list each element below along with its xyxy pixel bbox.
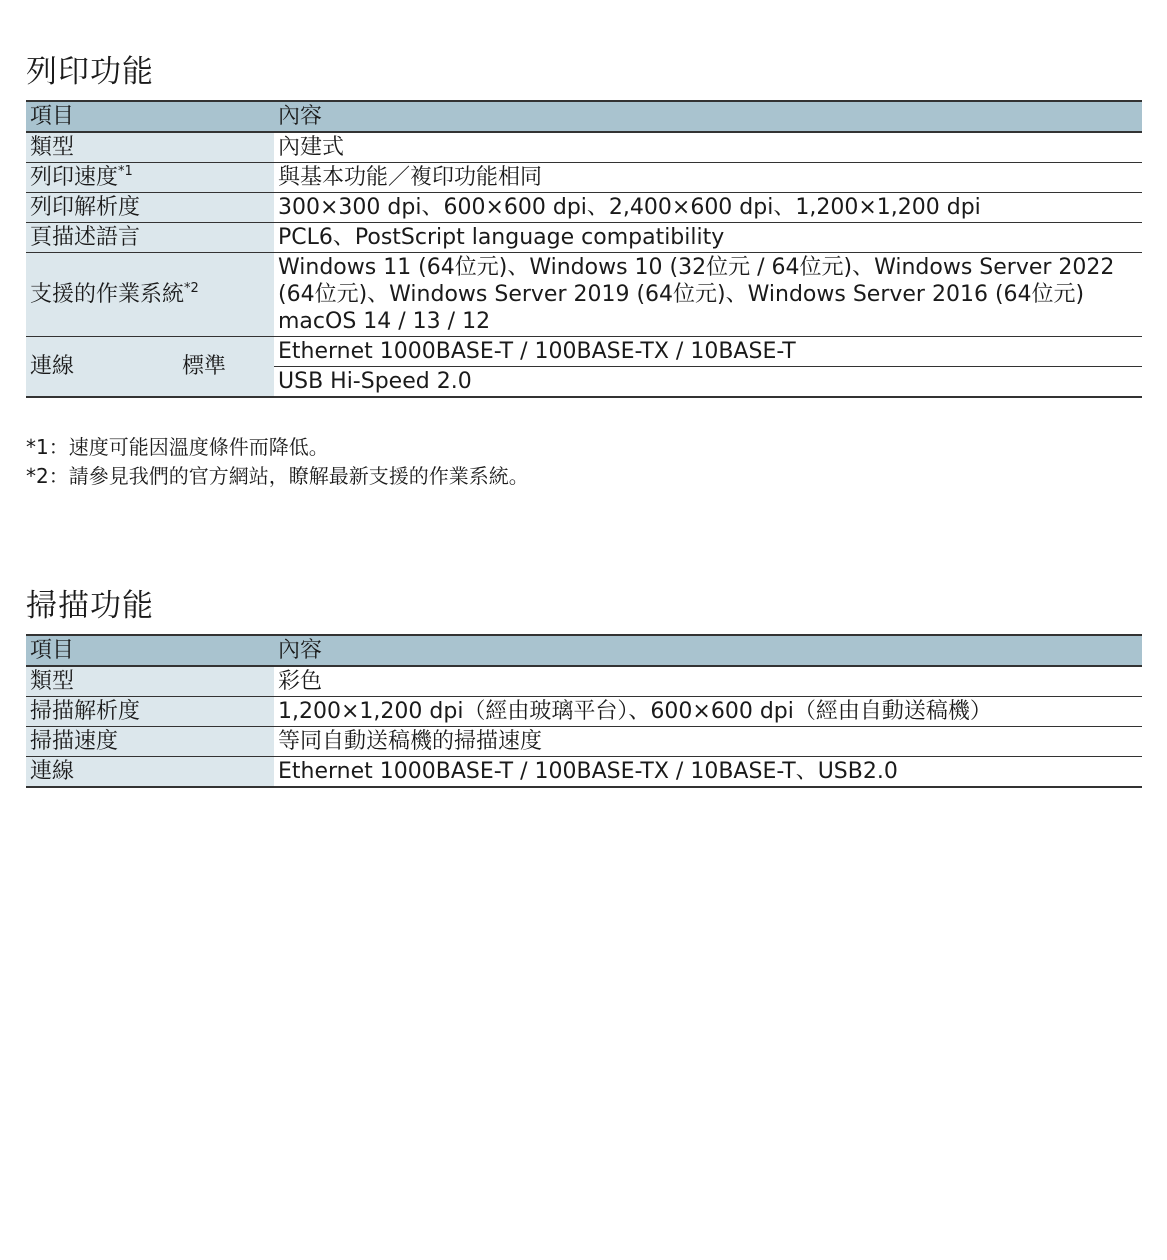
row-label-scan-speed: 掃描速度 — [26, 727, 274, 757]
row-label-scan-resolution: 掃描解析度 — [26, 697, 274, 727]
header-item: 項目 — [30, 638, 75, 663]
table-row — [26, 253, 1142, 337]
table-header-row — [26, 101, 1142, 132]
print-section-title: 列印功能 — [26, 54, 154, 90]
table-row — [26, 223, 1142, 253]
footnote-ref-2: *2 — [184, 281, 199, 296]
connection-label: 連線 — [30, 354, 75, 379]
row-value-ethernet: Ethernet 1000BASE-T / 100BASE-TX / 10BASE-T — [274, 337, 1142, 367]
row-value-usb: USB Hi-Speed 2.0 — [274, 367, 1142, 398]
table-row — [26, 666, 1142, 697]
header-content: 內容 — [278, 104, 323, 129]
os-windows-list: Windows 11 (64位元)、Windows 10 (32位元 / 64位元)、Windows Server 2022 (64位元)、Windows Server 2019 (64位元)、Windows Server 2016 (64位元) — [278, 255, 1115, 307]
table-row — [26, 757, 1142, 788]
row-value-scan-connection: Ethernet 1000BASE-T / 100BASE-TX / 10BASE-T、USB2.0 — [274, 757, 1142, 788]
table-row — [26, 193, 1142, 223]
scan-spec-table — [26, 634, 1142, 788]
row-value-type: 內建式 — [274, 132, 1142, 163]
table-header-row — [26, 635, 1142, 666]
table-row — [26, 697, 1142, 727]
row-label-pdl: 頁描述語言 — [26, 223, 274, 253]
scan-section-title: 掃描功能 — [26, 588, 154, 624]
table-row — [26, 727, 1142, 757]
header-item: 項目 — [30, 104, 75, 129]
os-label: 支援的作業系統 — [30, 282, 185, 307]
footnotes — [26, 433, 529, 491]
row-value-scan-speed: 等同自動送稿機的掃描速度 — [274, 727, 1142, 757]
footnote-ref-1: *1 — [118, 164, 133, 179]
table-row — [26, 163, 1142, 193]
row-label-os — [26, 253, 274, 337]
connection-sublabel: 標準 — [181, 354, 226, 379]
footnote-1: *1：速度可能因溫度條件而降低。 — [26, 435, 329, 459]
row-value-print-speed: 與基本功能／複印功能相同 — [274, 163, 1142, 193]
row-value-os — [274, 253, 1142, 337]
row-label-type: 類型 — [26, 132, 274, 163]
row-label-connection — [26, 337, 274, 398]
row-label-print-speed — [26, 163, 274, 193]
row-value-pdl: PCL6、PostScript language compatibility — [274, 223, 1142, 253]
table-row — [26, 132, 1142, 163]
row-value-print-resolution: 300×300 dpi、600×600 dpi、2,400×600 dpi、1,200×1,200 dpi — [274, 193, 1142, 223]
row-value-scan-resolution: 1,200×1,200 dpi（經由玻璃平台）、600×600 dpi（經由自動送稿機） — [274, 697, 1142, 727]
row-label-scan-type: 類型 — [26, 666, 274, 697]
footnote-2: *2：請參見我們的官方網站，瞭解最新支援的作業系統。 — [26, 464, 529, 488]
row-value-scan-type: 彩色 — [274, 666, 1142, 697]
row-label-scan-connection: 連線 — [26, 757, 274, 788]
row-label-print-resolution: 列印解析度 — [26, 193, 274, 223]
print-speed-label: 列印速度 — [30, 165, 119, 190]
print-spec-table — [26, 100, 1142, 398]
os-macos-list: macOS 14 / 13 / 12 — [278, 309, 491, 334]
table-row — [26, 337, 1142, 367]
header-content: 內容 — [278, 638, 323, 663]
